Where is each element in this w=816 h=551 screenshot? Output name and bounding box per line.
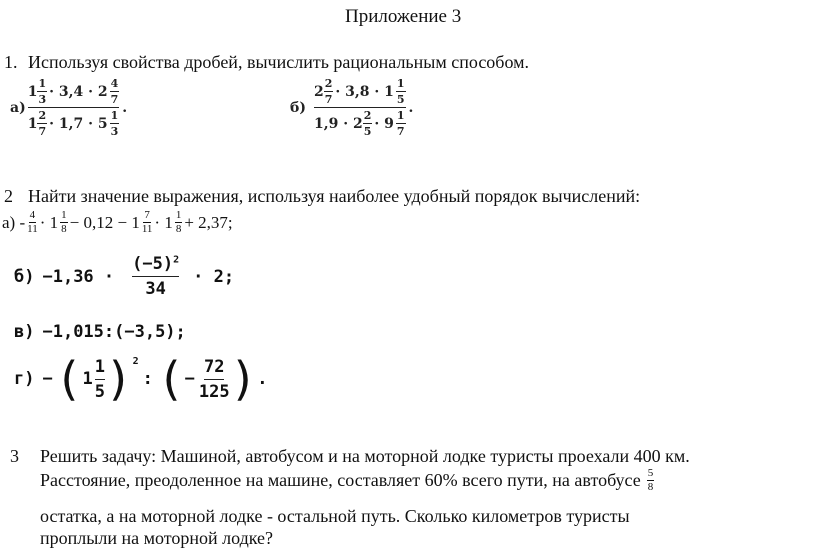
- task3-number: 3: [10, 446, 19, 466]
- task2-number: 2: [4, 186, 13, 206]
- task3-frac-num: 5: [647, 467, 654, 479]
- task1-text: Используя свойства дробей, вычислить рациональным способом.: [28, 52, 530, 72]
- t2a-s2: − 0,12 − 1: [69, 212, 140, 232]
- task1-b-expression: [290, 78, 413, 137]
- b-num-frac1-num: 2: [324, 77, 333, 90]
- task2-b-den: 34: [145, 279, 166, 299]
- task2-g-lparen: (: [54, 352, 83, 406]
- task2-a-expression: [2, 210, 233, 235]
- task2-v-expr: −1,015:(−3,5);: [42, 322, 186, 342]
- task3-line2: Расстояние, преодоленное на машине, составляет 60% всего пути, на автобусе: [40, 470, 641, 490]
- t2a-s1: · 1: [39, 212, 59, 232]
- task3-line1: Решить задачу: Машиной, автобусом и на моторной лодке туристы проехали 400 км.: [40, 446, 690, 466]
- b-num-frac1-den: 7: [324, 93, 333, 106]
- task2-b-num: (−5): [132, 254, 174, 274]
- task2-g-exp: 2: [132, 356, 139, 367]
- task2-g-inner-minus: −: [184, 369, 195, 389]
- b-den-frac2-den: 7: [396, 125, 405, 138]
- task2-b-expression: [14, 254, 234, 299]
- a-num-frac1-den: 3: [38, 93, 47, 106]
- b-den-mid: · 9: [374, 115, 394, 132]
- a-den-frac1-den: 7: [38, 125, 47, 138]
- task2-g-expression: [14, 352, 268, 406]
- t2a-s4: + 2,37;: [184, 212, 233, 232]
- t2a-f4-num: 1: [175, 209, 182, 221]
- task1-b-dot: .: [408, 99, 414, 116]
- a-num-frac1-num: 1: [38, 77, 47, 90]
- t2a-f4-den: 8: [175, 223, 182, 235]
- task2-g-den: 5: [94, 381, 105, 402]
- t2a-f1-den: 11: [27, 223, 38, 235]
- b-num-frac2-num: 1: [396, 77, 405, 90]
- b-den-whole1: 1,9 · 2: [313, 115, 363, 132]
- task2-g-whole: 1: [82, 369, 93, 389]
- task2-g-lparen2: (: [156, 352, 185, 406]
- task2-b-right: · 2;: [193, 266, 235, 287]
- t2a-f3-num: 7: [144, 209, 150, 221]
- a-den-frac1-num: 2: [38, 109, 47, 122]
- task2-g-end: .: [257, 369, 268, 389]
- task2-v-label: в): [14, 322, 35, 342]
- task2-g-rparen: ): [104, 352, 133, 406]
- task2-g-colon: :: [142, 369, 153, 389]
- b-den-frac1-num: 2: [363, 109, 372, 122]
- task3-frac-den: 8: [647, 481, 654, 493]
- t2a-s3: · 1: [154, 212, 173, 232]
- page-title: Приложение 3: [345, 6, 462, 27]
- b-den-frac1-den: 5: [363, 125, 372, 138]
- t2a-f2-den: 8: [61, 223, 67, 235]
- a-den-mid: · 1,7 · 5: [49, 115, 108, 132]
- a-num-mid: · 3,4 · 2: [49, 83, 108, 100]
- b-num-mid: · 3,8 · 1: [335, 83, 394, 100]
- task3-line3: остатка, а на моторной лодке - остальной путь. Сколько километров туристы: [40, 506, 630, 526]
- b-den-frac2-num: 1: [396, 109, 405, 122]
- a-num-frac2-den: 7: [110, 93, 119, 106]
- task2-b-label: б): [14, 266, 35, 287]
- a-den-whole1: 1: [27, 115, 38, 132]
- task1-b-label: б): [290, 99, 306, 116]
- task3-line4: проплыли на моторной лодке?: [40, 528, 274, 548]
- task1-a-dot: .: [122, 99, 128, 116]
- task2-b-left: −1,36 ·: [42, 266, 115, 287]
- task1-a-label: а): [10, 99, 26, 116]
- task1-number: 1.: [4, 52, 18, 72]
- task2-g-den2: 125: [198, 381, 230, 402]
- b-num-frac2-den: 5: [396, 93, 405, 106]
- task2-g-rparen2: ): [229, 352, 258, 406]
- a-num-frac2-num: 4: [110, 77, 119, 90]
- task2-a-label: а) -: [2, 212, 26, 232]
- t2a-f1-num: 4: [29, 209, 36, 221]
- task2-g-num: 1: [95, 357, 105, 380]
- b-num-whole1: 2: [313, 83, 324, 100]
- a-den-frac2-den: 3: [110, 125, 119, 138]
- a-den-frac2-num: 1: [110, 109, 119, 122]
- task3-line2-row: [40, 468, 654, 493]
- t2a-f2-num: 1: [61, 209, 67, 221]
- task2-text: Найти значение выражения, используя наиболее удобный порядок вычислений:: [28, 186, 641, 206]
- task2-v-expression: [14, 322, 186, 342]
- task2-g-label: г): [14, 369, 35, 389]
- task2-g-minus: −: [42, 369, 53, 389]
- a-num-whole1: 1: [27, 83, 38, 100]
- task2-g-num2: 72: [204, 357, 224, 380]
- task2-b-exp: 2: [173, 254, 180, 266]
- t2a-f3-den: 11: [141, 223, 153, 235]
- task1-a-expression: [10, 78, 127, 137]
